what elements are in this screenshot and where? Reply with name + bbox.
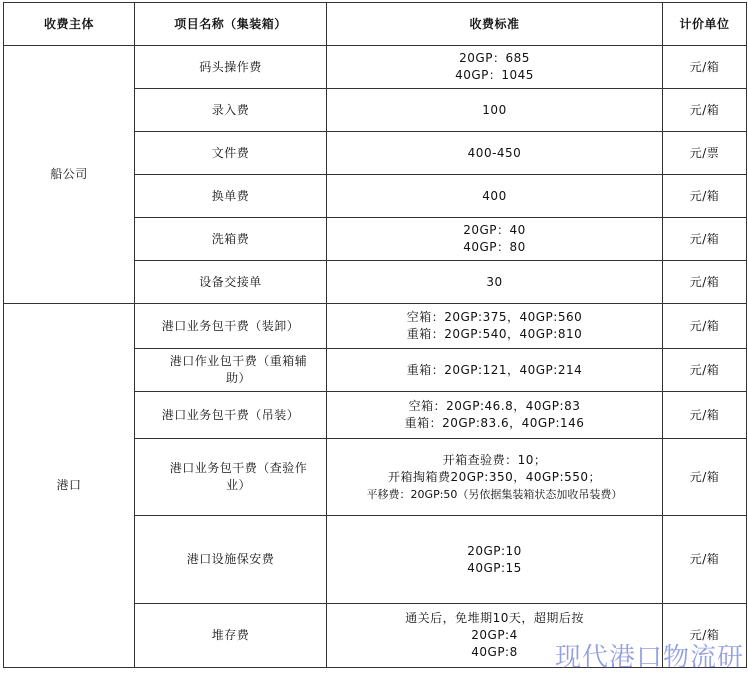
fee-table [3,2,747,668]
standard-line: 空箱：20GP:46.8，40GP:83 [408,399,581,413]
item-cell [135,349,327,392]
standard-line: 400 [482,188,507,203]
standard-line: 40GP：1045 [455,68,534,82]
item-label: 港口业务包干费（装卸） [161,318,300,333]
item-label: 设备交接单 [199,274,262,289]
unit-cell: 元/箱 [663,604,747,668]
unit-cell: 元/箱 [663,175,747,218]
standard-line: 通关后，免堆期10天，超期后按 [405,611,584,625]
item-label: 港口业务包干费（吊装） [161,407,300,422]
header-unit: 计价单位 [663,3,747,46]
unit-cell: 元/箱 [663,261,747,304]
item-cell [135,392,327,439]
standard-line: 平移费：20GP:50（另依据集装箱状态加收吊装费） [366,487,623,501]
item-cell [135,304,327,349]
header-item-name: 项目名称（集装箱） [135,3,327,46]
item-label: 录入费 [211,102,250,117]
standard-cell [327,261,663,304]
standard-line: 重箱：20GP:121，40GP:214 [406,362,583,377]
standard-line: 空箱：20GP:375，40GP:560 [406,310,583,324]
standard-cell [327,132,663,175]
unit-cell: 元/箱 [663,392,747,439]
standard-cell [327,604,663,668]
item-label: 洗箱费 [211,231,250,246]
unit-cell: 元/箱 [663,46,747,89]
standard-cell [327,349,663,392]
standard-line: 20GP：40 [463,223,526,237]
standard-line: 20GP:4 [471,628,518,642]
standard-line: 20GP：685 [459,51,530,65]
item-label: 业） [225,478,251,492]
standard-line: 400-450 [467,145,522,160]
standard-cell [327,304,663,349]
standard-cell [327,516,663,604]
unit-cell: 元/箱 [663,304,747,349]
item-cell [135,175,327,218]
standard-cell [327,392,663,439]
standard-line: 40GP:8 [471,645,518,659]
standard-line: 重箱：20GP:83.6，40GP:146 [404,416,585,430]
item-label: 码头操作费 [199,59,262,74]
unit-cell: 元/箱 [663,218,747,261]
item-cell [135,604,327,668]
standard-line: 30 [486,274,503,289]
unit-cell: 元/箱 [663,89,747,132]
item-cell [135,132,327,175]
table-row [4,304,747,349]
standard-line: 100 [482,102,507,117]
item-cell [135,516,327,604]
standard-cell [327,439,663,516]
group-cell-shipping-company [4,46,135,304]
unit-cell: 元/票 [663,132,747,175]
item-label: 助） [225,371,251,385]
item-cell [135,439,327,516]
standard-line: 开箱查验费：10； [442,452,547,467]
unit-cell: 元/箱 [663,349,747,392]
item-label: 堆存费 [211,628,250,642]
item-label: 港口设施保安费 [186,552,275,566]
standard-line: 开箱掏箱费20GP:350，40GP:550； [387,469,601,484]
item-cell [135,46,327,89]
table-row [4,46,747,89]
header-charging-party: 收费主体 [4,3,135,46]
item-label: 港口作业包干费（重箱辅 [169,354,308,368]
item-cell [135,89,327,132]
standard-line: 40GP：80 [463,240,526,254]
standard-cell [327,175,663,218]
standard-line: 重箱：20GP:540，40GP:810 [406,327,583,341]
group-label: 港口 [56,478,82,492]
standard-cell [327,89,663,132]
item-cell [135,261,327,304]
standard-line: 20GP:10 [467,543,522,558]
standard-cell [327,218,663,261]
header-row [4,3,747,46]
standard-cell [327,46,663,89]
unit-cell: 元/箱 [663,439,747,516]
unit-cell: 元/箱 [663,516,747,604]
item-label: 文件费 [211,145,250,160]
group-label: 船公司 [50,167,88,181]
item-label: 港口业务包干费（查验作 [169,461,308,475]
group-cell-port [4,304,135,668]
item-label: 换单费 [211,188,250,203]
item-cell [135,218,327,261]
watermark: 现代港口物流研 [554,643,744,673]
standard-line: 40GP:15 [467,560,522,575]
header-fee-standard: 收费标准 [327,3,663,46]
